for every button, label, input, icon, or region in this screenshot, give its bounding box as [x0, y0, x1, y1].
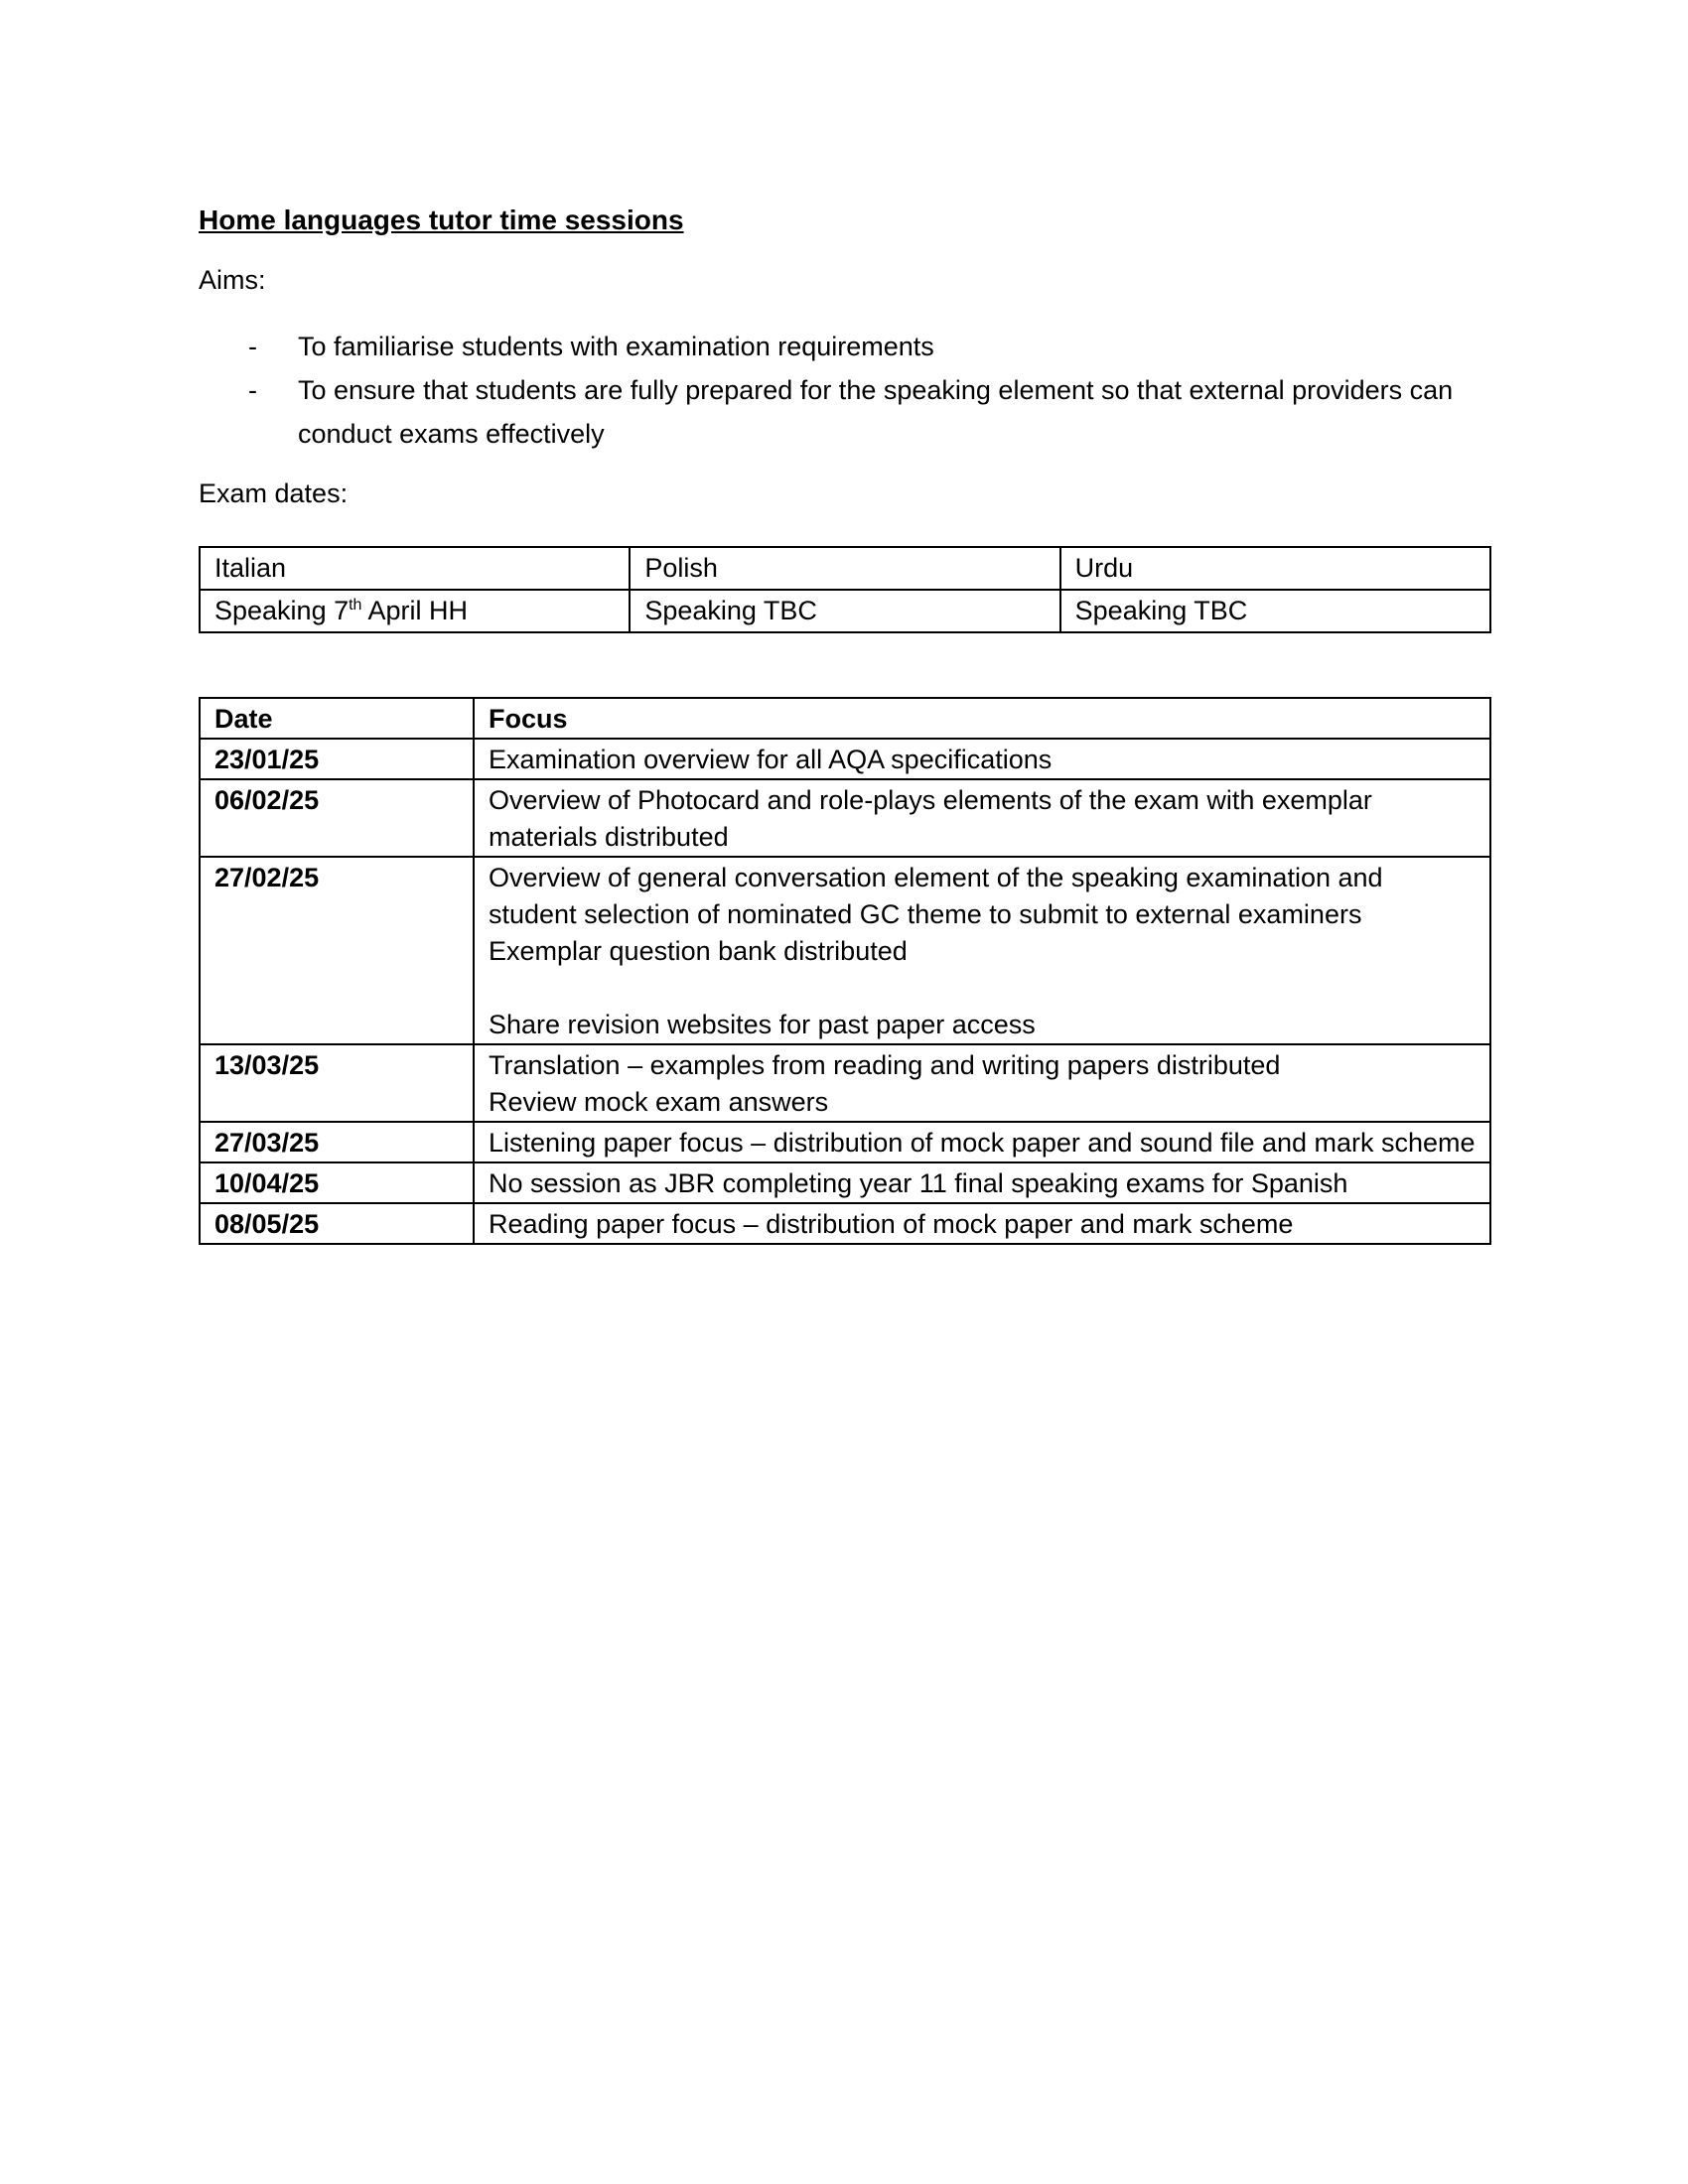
table-row	[200, 779, 1490, 857]
focus-line: Listening paper focus – distribution of mock paper and sound file and mark scheme	[489, 1128, 1476, 1158]
polish-exam-date: Speaking TBC	[630, 590, 1059, 632]
table-row	[200, 1162, 1490, 1203]
language-italian: Italian	[200, 547, 630, 590]
exam-dates-table	[199, 546, 1491, 633]
session-date: 27/02/25	[200, 857, 474, 1044]
focus-line: Exemplar question bank distributed	[489, 936, 908, 966]
session-focus	[474, 1122, 1490, 1162]
table-row	[200, 857, 1490, 1044]
session-focus	[474, 739, 1490, 779]
urdu-exam-date: Speaking TBC	[1060, 590, 1490, 632]
session-focus	[474, 857, 1490, 1044]
aims-label: Aims:	[199, 265, 266, 295]
aim-item	[199, 325, 1489, 368]
session-date: 10/04/25	[200, 1162, 474, 1203]
exam-dates-value-row	[200, 590, 1490, 632]
date-column-header: Date	[200, 698, 474, 739]
session-focus	[474, 1162, 1490, 1203]
italian-exam-date	[200, 590, 630, 632]
schedule-table	[199, 697, 1491, 1245]
language-polish: Polish	[630, 547, 1059, 590]
focus-line: Review mock exam answers	[489, 1087, 829, 1117]
focus-column-header: Focus	[474, 698, 1490, 739]
document-content	[199, 201, 1489, 1245]
table-row	[200, 1044, 1490, 1122]
language-urdu: Urdu	[1060, 547, 1490, 590]
bullet-dash: -	[248, 332, 257, 361]
focus-line: Overview of general conversation element of the speaking examination and student selection of nominated GC theme to submit to external examiners	[489, 863, 1383, 929]
aim-text: To ensure that students are fully prepared for the speaking element so that external providers can conduct exams effectively	[298, 375, 1454, 449]
aim-text: To familiarise students with examination requirements	[298, 332, 934, 361]
document-title: Home languages tutor time sessions	[199, 205, 684, 235]
session-date: 08/05/25	[200, 1203, 474, 1244]
session-date: 27/03/25	[200, 1122, 474, 1162]
focus-line: Reading paper focus – distribution of mock paper and mark scheme	[489, 1209, 1294, 1239]
table-row	[200, 1122, 1490, 1162]
italian-date-ordinal: th	[349, 597, 362, 614]
focus-line: Overview of Photocard and role-plays elements of the exam with exemplar materials distributed	[489, 785, 1372, 852]
session-focus	[474, 1203, 1490, 1244]
focus-blank-line	[489, 970, 1476, 1007]
aims-list	[199, 325, 1489, 456]
session-focus	[474, 1044, 1490, 1122]
focus-line: No session as JBR completing year 11 final speaking exams for Spanish	[489, 1168, 1348, 1198]
table-row	[200, 739, 1490, 779]
focus-line: Share revision websites for past paper access	[489, 1010, 1036, 1039]
bullet-dash: -	[248, 375, 257, 405]
schedule-header-row	[200, 698, 1490, 739]
aim-item	[199, 368, 1489, 456]
table-row	[200, 1203, 1490, 1244]
italian-date-suffix: April HH	[361, 596, 468, 625]
exam-dates-header-row	[200, 547, 1490, 590]
session-date: 06/02/25	[200, 779, 474, 857]
focus-line: Examination overview for all AQA specifications	[489, 745, 1053, 774]
exam-dates-label: Exam dates:	[199, 478, 349, 508]
session-date: 13/03/25	[200, 1044, 474, 1122]
session-date: 23/01/25	[200, 739, 474, 779]
session-focus	[474, 779, 1490, 857]
focus-line: Translation – examples from reading and writing papers distributed	[489, 1050, 1281, 1080]
italian-date-prefix: Speaking 7	[214, 596, 350, 625]
